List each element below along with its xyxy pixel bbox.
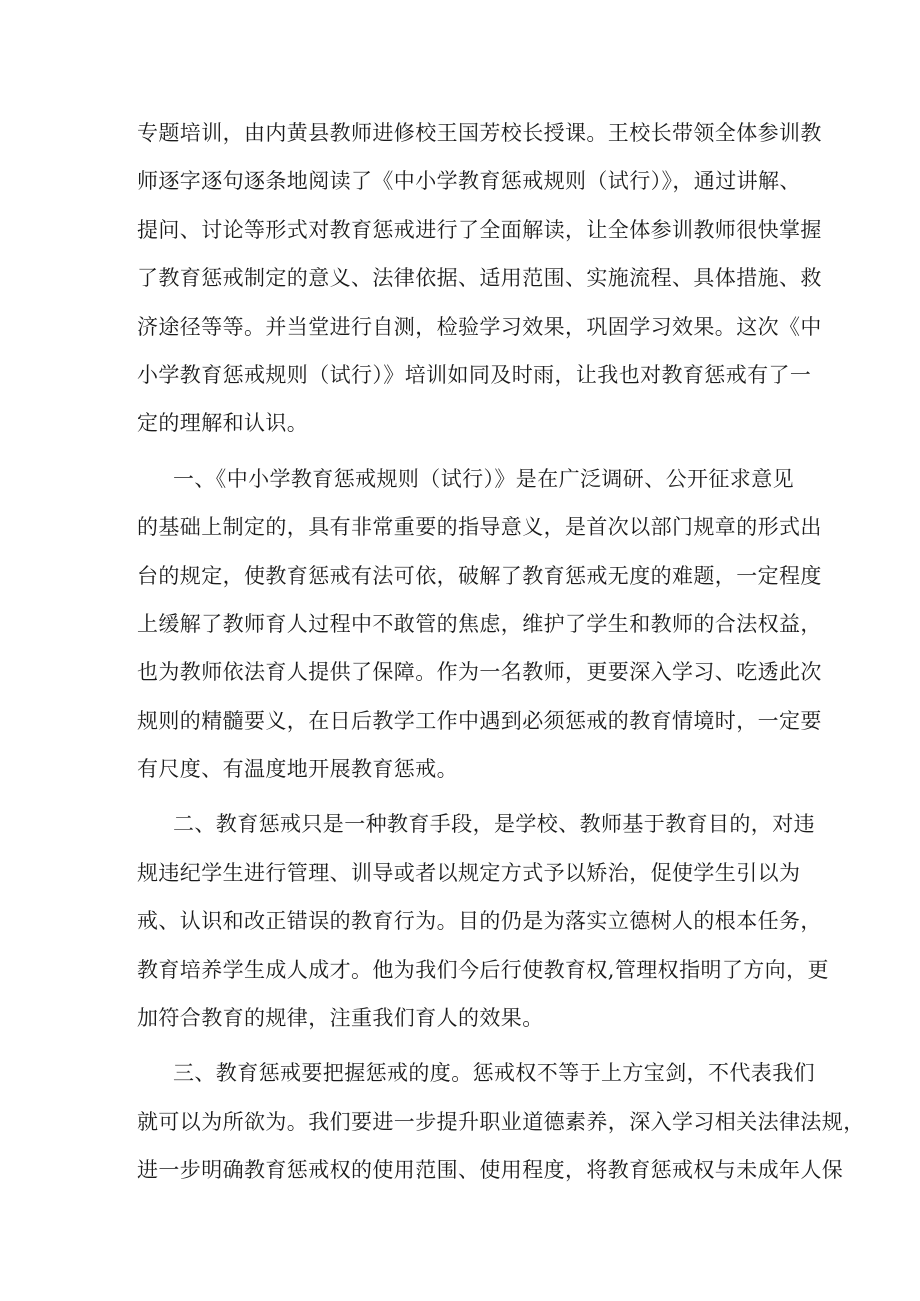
text-line: 规违纪学生进行管理、训导或者以规定方式予以矫治，促使学生引以为 (137, 860, 801, 885)
text-line: 进一步明确教育惩戒权的使用范围、使用程度，将教育惩戒权与未成年人保 (137, 1158, 844, 1183)
paragraph-gap (137, 1042, 792, 1049)
paragraph-gap (137, 448, 792, 455)
text-line: 的基础上制定的，具有非常重要的指导意义，是首次以部门规章的形式出 (137, 515, 822, 540)
paragraph-intro (137, 109, 822, 448)
text-line: 上缓解了教师育人过程中不敢管的焦虑，维护了学生和教师的合法权益， (137, 611, 822, 636)
paragraph-gap (137, 793, 792, 800)
text-line: 小学教育惩戒规则（试行）》培训如同及时雨，让我也对教育惩戒有了一 (137, 362, 812, 387)
text-line: 戒、认识和改正错误的教育行为。目的仍是为落实立德树人的根本任务， (137, 909, 822, 934)
text-line: 一、《中小学教育惩戒规则（试行）》是在广泛调研、公开征求意见 (173, 466, 794, 491)
text-line: 规则的精髓要义，在日后教学工作中遇到必须惩戒的教育情境时，一定要 (137, 708, 822, 733)
text-line: 济途径等等。并当堂进行自测，检验学习效果，巩固学习效果。这次《中 (137, 314, 822, 339)
text-line: 三、教育惩戒要把握惩戒的度。惩戒权不等于上方宝剑，不代表我们 (173, 1061, 815, 1086)
text-line: 也为教师依法育人提供了保障。作为一名教师，更要深入学习、吃透此次 (137, 660, 822, 685)
text-line: 加符合教育的规律，注重我们育人的效果。 (137, 1006, 544, 1031)
text-line: 二、教育惩戒只是一种教育手段，是学校、教师基于教育目的，对违 (173, 812, 815, 837)
text-line: 提问、讨论等形式对教育惩戒进行了全面解读，让全体参训教师很快掌握 (137, 217, 822, 242)
document-body (137, 109, 865, 1195)
text-line: 师逐字逐句逐条地阅读了《中小学教育惩戒规则（试行）》，通过讲解、 (137, 169, 801, 194)
paragraph-point-two (137, 800, 829, 1042)
text-line: 有尺度、有温度地开展教育惩戒。 (137, 757, 458, 782)
paragraph-point-one (137, 455, 822, 794)
text-line: 就可以为所欲为。我们要进一步提升职业道德素养，深入学习相关法律法规， (137, 1109, 865, 1134)
text-line: 了教育惩戒制定的意义、法律依据、适用范围、实施流程、具体措施、救 (137, 266, 822, 291)
text-line: 台的规定，使教育惩戒有法可依，破解了教育惩戒无度的难题，一定程度 (137, 563, 822, 588)
paragraph-point-three (137, 1049, 865, 1194)
text-line: 教育培养学生成人成才。他为我们今后行使教育权,管理权指明了方向，更 (137, 957, 829, 982)
text-line: 定的理解和认识。 (137, 411, 309, 436)
text-line: 专题培训，由内黄县教师进修校王国芳校长授课。王校长带领全体参训教 (137, 121, 822, 145)
